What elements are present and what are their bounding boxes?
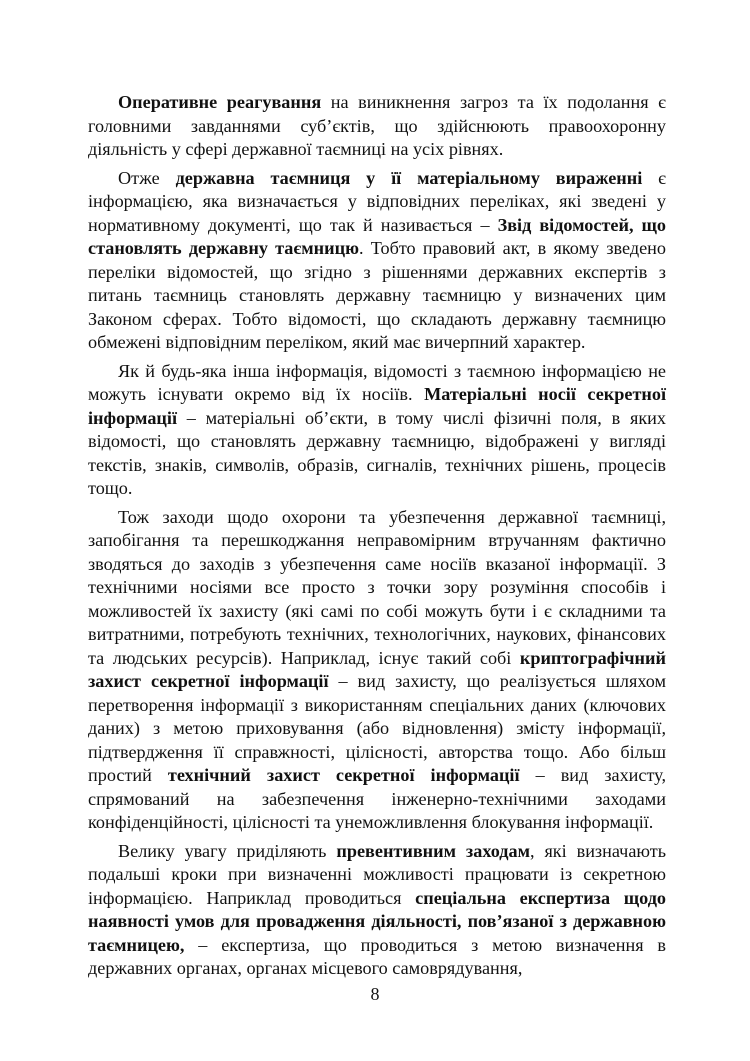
text-run: – вид захисту, спрямований на забезпечення інженерно-технічними заходами конфіденційності, цілісності та унеможливлення блокування інформації. — [88, 765, 666, 832]
document-body — [88, 91, 666, 981]
text-run: – вид захисту, що реалізується шляхом перетворення інформації з використанням спеціальних даних (ключових даних) з метою приховування (або відновлення) змісту інформації, підтвердження її справжності, цілісності, авторства тощо. Або більш простий — [88, 671, 667, 785]
bold-term: Оперативне реагування — [118, 92, 322, 112]
paragraph-2 — [88, 167, 666, 355]
text-run: на виникнення загроз та їх подолання є головними завданнями суб’єктів, що здійснюють правоохоронну діяльність у сфері державної таємниці на усіх рівнях. — [88, 92, 666, 159]
bold-term: криптографічний захист секретної інформації — [88, 647, 666, 691]
paragraph-3 — [88, 360, 666, 501]
text-run: Отже — [118, 167, 176, 188]
text-run: Велику увагу приділяють — [118, 840, 337, 861]
text-run: – матеріальні об’єкти, в тому числі фізичні поля, в яких відомості, що становлять державну таємницю, відображені у вигляді текстів, знаків, символів, образів, сигналів, технічних рішень, процесів тощо. — [88, 407, 666, 498]
text-run: є інформацією, яка визначається у відповідних переліках, які зведені у нормативному документі, що так й називається – — [88, 167, 666, 235]
page-number: 8 — [370, 984, 380, 1004]
paragraph-5 — [88, 840, 666, 981]
text-run: , які визначають подальші кроки при визначенні можливості працювати із секретною інформацією. Наприклад проводиться — [88, 840, 666, 908]
text-run: . Тобто правовий акт, в якому зведено переліки відомостей, що згідно з рішеннями державних експертів з питань таємниць становлять державну таємницю у визначених цим Законом сферах. Тобто відомості, що складають державну таємницю обмежені відповідним переліком, який має вичерпний характер. — [88, 238, 666, 352]
bold-term: державна таємниця у її матеріальному вираженні — [175, 167, 643, 188]
paragraph-1 — [88, 91, 666, 162]
paragraph-4 — [88, 506, 666, 835]
bold-term: Матеріальні носії секретної інформації — [88, 384, 667, 428]
text-run: – експертиза, що проводиться з метою визначення в державних органах, органах місцевого самоврядування, — [88, 934, 666, 978]
text-run: Як й будь-яка інша інформація, відомості з таємною інформацією не можуть існувати окремо від їх носіїв. — [88, 360, 666, 404]
bold-term: превентивним заходам — [336, 840, 530, 861]
bold-term: технічний захист секретної інформації — [167, 765, 520, 785]
bold-term: Звід відомостей, що становлять державну таємницю — [88, 214, 666, 258]
text-run: Тож заходи щодо охорони та убезпечення державної таємниці, запобігання та перешкоджання неправомірним втручанням фактично зводяться до заходів з убезпечення саме носіїв вказаної інформації. З технічними носіями все просто з точки зору розуміння способів і можливостей їх захисту (які самі по собі можуть бути і є складними та витратними, потребують технічних, технологічних, наукових, фінансових та людських ресурсів). Наприклад, існує такий собі — [88, 506, 666, 668]
bold-term: спеціальна експертиза щодо наявності умов для провадження діяльності, пов’язаної з державною таємницею, — [88, 887, 666, 955]
